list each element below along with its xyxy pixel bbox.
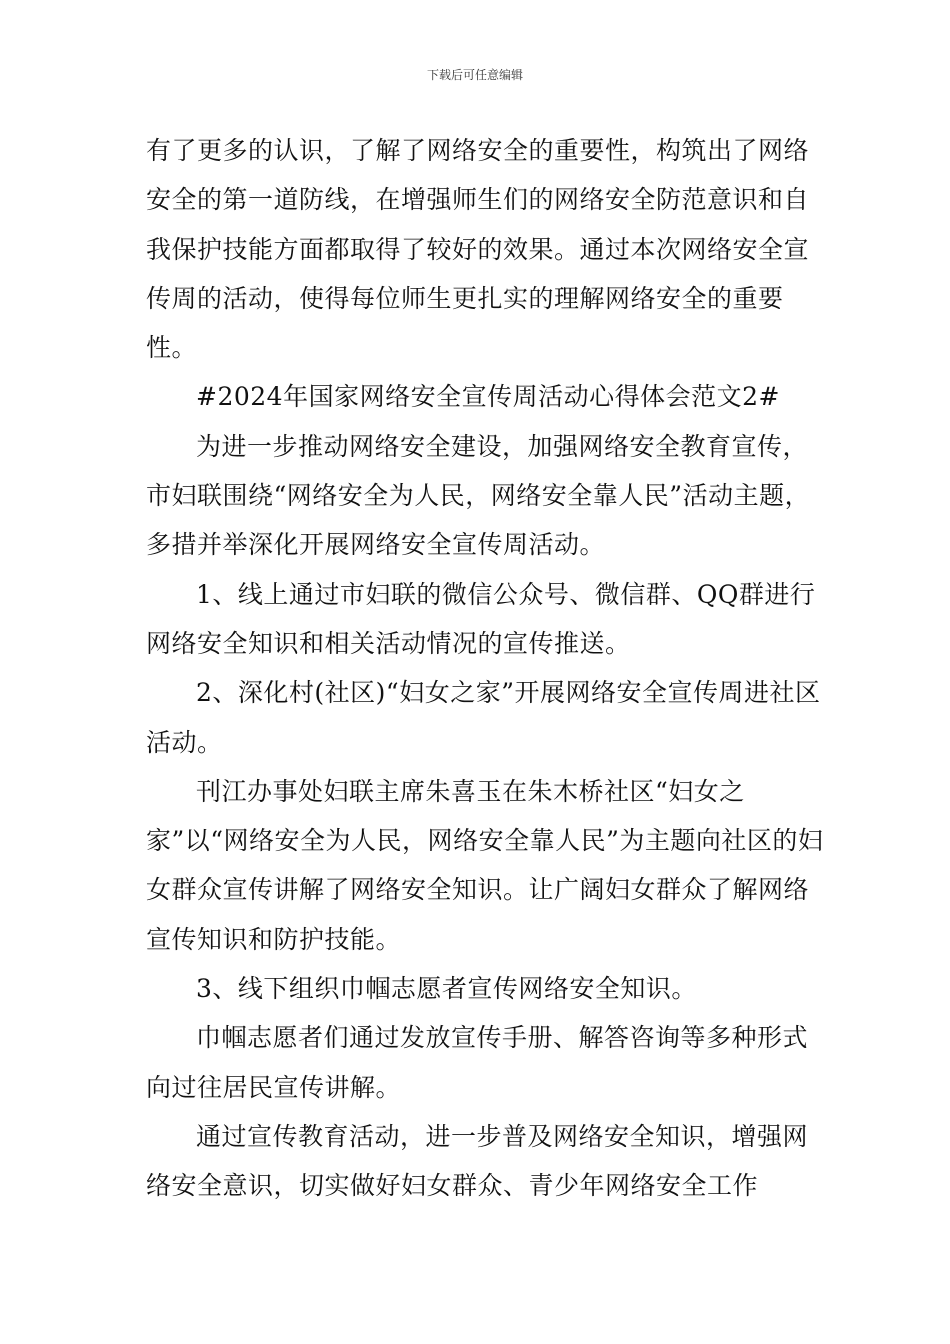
paragraph-4: 2、深化村(社区)“妇女之家”开展网络安全宣传周进社区活动。	[146, 678, 821, 757]
paragraph-7: 巾帼志愿者们通过发放宣传手册、解答咨询等多种形式向过往居民宣传讲解。	[146, 1023, 809, 1102]
document-body	[146, 126, 826, 1211]
paragraph-3: 1、线上通过市妇联的微信公众号、微信群、QQ群进行网络安全知识和相关活动情况的宣传推送。	[146, 579, 816, 658]
section-heading: #2024年国家网络安全宣传周活动心得体会范文2#	[196, 382, 780, 412]
paragraph-8: 通过宣传教育活动，进一步普及网络安全知识，增强网络安全意识，切实做好妇女群众、青少年网络安全工作	[146, 1121, 809, 1201]
paragraph-1: 有了更多的认识，了解了网络安全的重要性，构筑出了网络安全的第一道防线，在增强师生们的网络安全防范意识和自我保护技能方面都取得了较好的效果。通过本次网络安全宣传周的活动，使得每位师生更扎实的理解网络安全的重要性。	[146, 136, 810, 363]
paragraph-5: 刊江办事处妇联主席朱喜玉在朱木桥社区“妇女之家”以“网络安全为人民，网络安全靠人民”为主题向社区的妇女群众宣传讲解了网络安全知识。让广阔妇女群众了解网络宣传知识和防护技能。	[146, 776, 824, 954]
paragraph-2: 为进一步推动网络安全建设，加强网络安全教育宣传，市妇联围绕“网络安全为人民，网络安全靠人民”活动主题，多措并举深化开展网络安全宣传周活动。	[146, 431, 811, 560]
page-header-note: 下载后可任意编辑	[426, 68, 523, 82]
paragraph-6: 3、线下组织巾帼志愿者宣传网络安全知识。	[196, 974, 697, 1004]
